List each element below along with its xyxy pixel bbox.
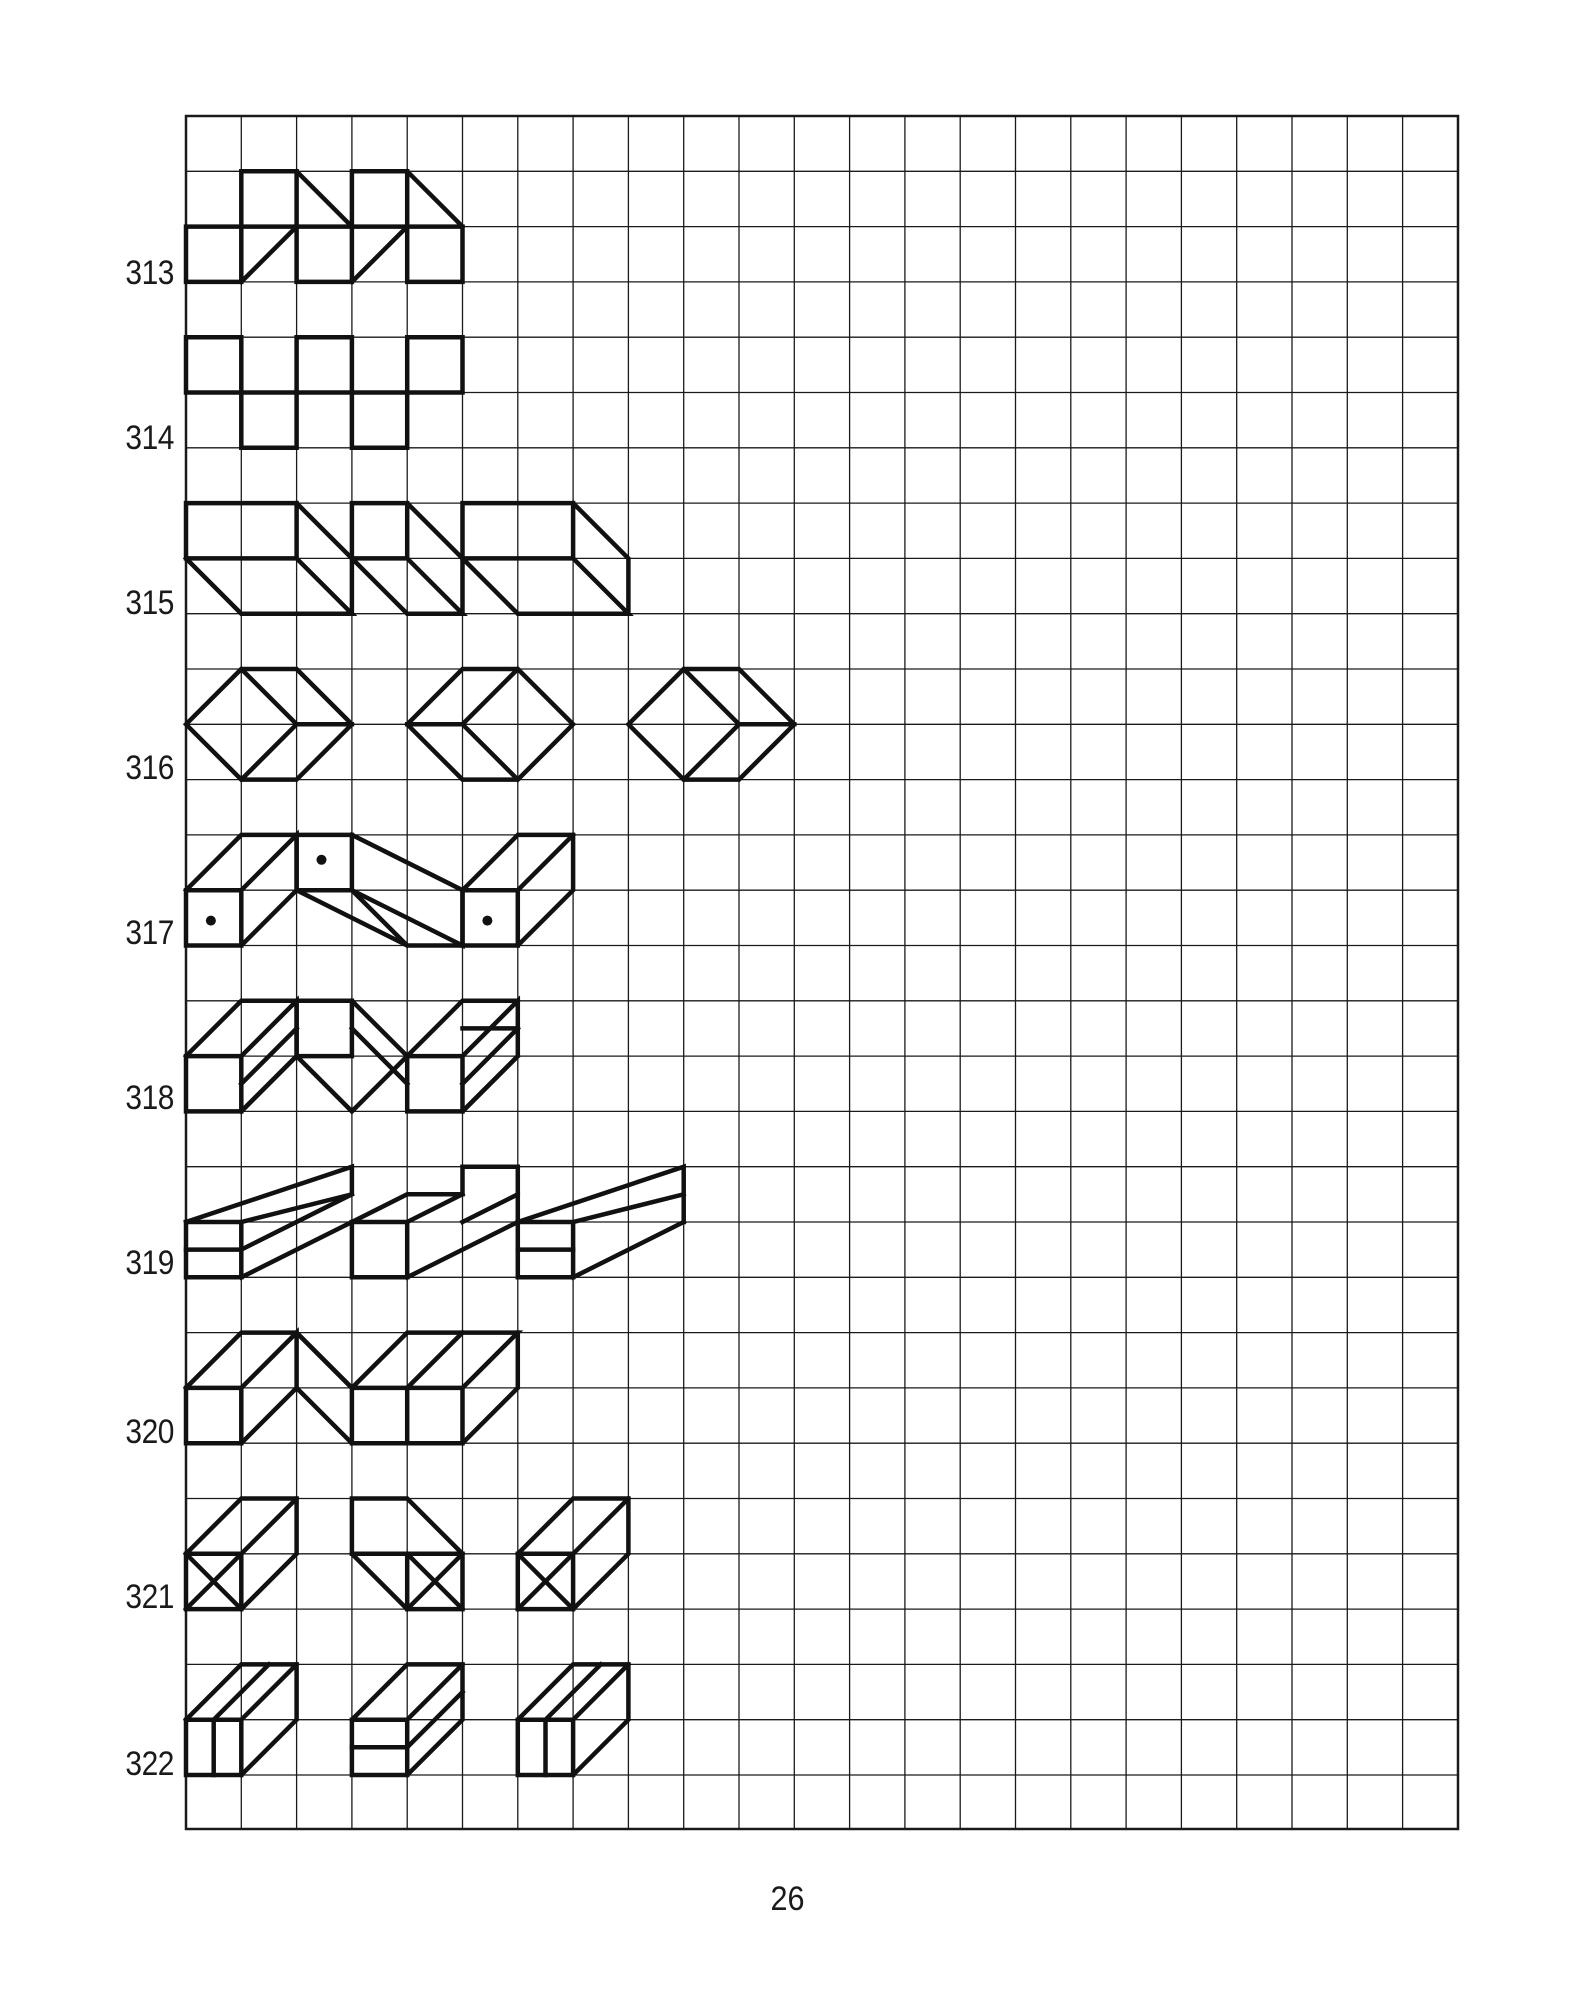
fig321-edge [573, 1499, 628, 1554]
fig315-top [186, 558, 352, 613]
figures [186, 171, 794, 1775]
fig318-stripe [241, 1056, 296, 1111]
grid-lines [186, 116, 1458, 1829]
fig313-diagonal [297, 171, 352, 226]
exercise-number-321: 321 [125, 1578, 174, 1616]
fig320-front [186, 1388, 241, 1443]
exercise-number-315: 315 [125, 584, 174, 622]
fig317-dot [482, 916, 492, 926]
fig317-dot [316, 855, 326, 865]
grid-border [186, 116, 1458, 1829]
fig313-square [297, 227, 352, 282]
exercise-number-320: 320 [125, 1413, 174, 1451]
fig313-diagonal [407, 171, 462, 226]
fig322-edge [407, 1664, 462, 1719]
fig317-slab [352, 890, 407, 945]
fig315-top [463, 558, 629, 613]
fig315-front [352, 503, 407, 558]
fig320-v [241, 1333, 296, 1388]
fig313-diagonal [241, 227, 296, 282]
fig318-v [352, 1001, 407, 1056]
fig320-edge [407, 1333, 462, 1388]
exercise-number-313: 313 [125, 254, 174, 292]
fig320-top [297, 1333, 352, 1388]
fig318-cube [297, 1001, 352, 1056]
fig313-square [407, 227, 462, 282]
fig319-front [352, 1222, 407, 1277]
page-number: 26 [770, 1880, 805, 1918]
exercise-number-318: 318 [125, 1079, 174, 1117]
exercise-number-317: 317 [125, 914, 174, 952]
fig313-diagonal [352, 227, 407, 282]
fig319-bar [352, 1167, 518, 1222]
fig322-edge [573, 1664, 628, 1719]
fig318-front [407, 1056, 462, 1111]
fig314-square [297, 337, 352, 392]
fig314-square [352, 393, 407, 448]
exercise-number-319: 319 [125, 1244, 174, 1282]
exercise-number-314: 314 [125, 419, 174, 457]
fig314-square [186, 337, 241, 392]
fig317-dot [206, 916, 216, 926]
fig313-square [241, 171, 296, 226]
fig319-bar [407, 1194, 462, 1222]
fig313-square [186, 227, 241, 282]
fig318-stripe [463, 1056, 518, 1111]
fig318-front [186, 1056, 241, 1111]
fig317-edge [518, 835, 573, 890]
exercise-number-316: 316 [125, 749, 174, 787]
fig321-edge [241, 1499, 296, 1554]
exercise-number-322: 322 [125, 1745, 174, 1783]
fig313-square [352, 171, 407, 226]
fig314-square [407, 337, 462, 392]
fig319-bar [186, 1167, 352, 1250]
fig314-square [241, 393, 296, 448]
fig322-edge [241, 1664, 296, 1719]
